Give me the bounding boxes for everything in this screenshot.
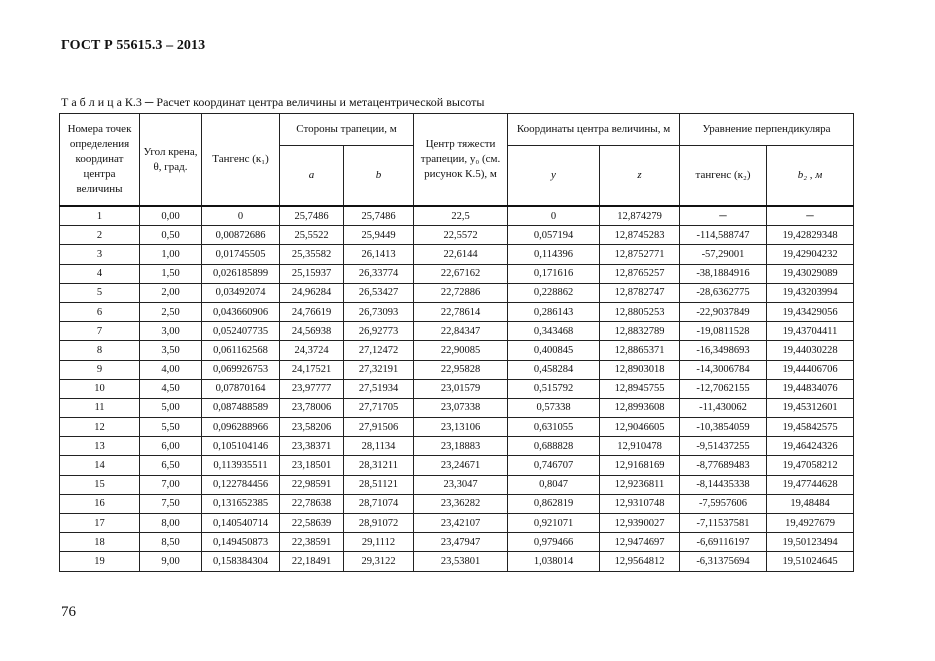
cell-coord-y: 1,038014 xyxy=(508,552,600,571)
cell-side-a: 22,18491 xyxy=(280,552,344,571)
cell-coord-z: 12,910478 xyxy=(600,437,680,456)
cell-heel-angle: 0,50 xyxy=(140,226,202,245)
cell-b2: 19,51024645 xyxy=(767,552,854,571)
cell-heel-angle: 7,50 xyxy=(140,494,202,513)
table-row xyxy=(60,552,854,571)
cell-coord-y: 0,114396 xyxy=(508,245,600,264)
cell-centroid-y0: 22,5 xyxy=(414,206,508,226)
cell-side-a: 23,97777 xyxy=(280,379,344,398)
cell-tangent-k1: 0,140540714 xyxy=(202,514,280,533)
cell-coord-z: 12,8832789 xyxy=(600,322,680,341)
cell-point-number: 12 xyxy=(60,418,140,437)
table-row xyxy=(60,302,854,321)
cell-centroid-y0: 23,01579 xyxy=(414,379,508,398)
cell-tangent-k1: 0,043660906 xyxy=(202,302,280,321)
cell-heel-angle: 4,50 xyxy=(140,379,202,398)
cell-tangent-k1: 0,07870164 xyxy=(202,379,280,398)
cell-coord-y: 0,746707 xyxy=(508,456,600,475)
cell-coord-y: 0,057194 xyxy=(508,226,600,245)
header-centroid: Центр тяжести трапеции, y₀ (см. рисунок К.5), м xyxy=(414,114,508,207)
cell-point-number: 18 xyxy=(60,533,140,552)
cell-point-number: 6 xyxy=(60,302,140,321)
cell-b2: 19,43029089 xyxy=(767,264,854,283)
cell-centroid-y0: 22,84347 xyxy=(414,322,508,341)
table-row xyxy=(60,398,854,417)
cell-coord-y: 0,400845 xyxy=(508,341,600,360)
cell-b2: 19,47744628 xyxy=(767,475,854,494)
cell-tangent-k2: -28,6362775 xyxy=(680,283,767,302)
cell-heel-angle: 6,50 xyxy=(140,456,202,475)
cell-side-a: 25,15937 xyxy=(280,264,344,283)
cell-point-number: 3 xyxy=(60,245,140,264)
cell-tangent-k2: -19,0811528 xyxy=(680,322,767,341)
cell-side-a: 25,35582 xyxy=(280,245,344,264)
cell-tangent-k1: 0,158384304 xyxy=(202,552,280,571)
cell-heel-angle: 4,00 xyxy=(140,360,202,379)
cell-tangent-k1: 0,061162568 xyxy=(202,341,280,360)
header-point-number: Номера точек определения координат центра величины xyxy=(60,114,140,207)
cell-side-b: 28,51121 xyxy=(344,475,414,494)
cell-coord-y: 0,688828 xyxy=(508,437,600,456)
cell-side-a: 23,58206 xyxy=(280,418,344,437)
cell-tangent-k2: -114,588747 xyxy=(680,226,767,245)
header-buoyancy-coords: Координаты центра величины, м xyxy=(508,114,680,146)
cell-side-b: 29,1112 xyxy=(344,533,414,552)
cell-side-a: 22,98591 xyxy=(280,475,344,494)
cell-side-b: 28,91072 xyxy=(344,514,414,533)
cell-side-b: 26,92773 xyxy=(344,322,414,341)
cell-coord-y: 0,343468 xyxy=(508,322,600,341)
cell-coord-z: 12,8745283 xyxy=(600,226,680,245)
cell-centroid-y0: 23,13106 xyxy=(414,418,508,437)
cell-heel-angle: 5,50 xyxy=(140,418,202,437)
cell-point-number: 10 xyxy=(60,379,140,398)
cell-point-number: 2 xyxy=(60,226,140,245)
cell-point-number: 9 xyxy=(60,360,140,379)
cell-side-a: 24,96284 xyxy=(280,283,344,302)
cell-coord-z: 12,8903018 xyxy=(600,360,680,379)
cell-centroid-y0: 23,47947 xyxy=(414,533,508,552)
cell-side-a: 25,5522 xyxy=(280,226,344,245)
cell-coord-z: 12,9168169 xyxy=(600,456,680,475)
cell-point-number: 5 xyxy=(60,283,140,302)
cell-coord-z: 12,8993608 xyxy=(600,398,680,417)
table-row xyxy=(60,494,854,513)
cell-coord-y: 0,921071 xyxy=(508,514,600,533)
cell-b2: 19,45842575 xyxy=(767,418,854,437)
table-row xyxy=(60,437,854,456)
cell-tangent-k1: 0,069926753 xyxy=(202,360,280,379)
table-row xyxy=(60,456,854,475)
table-body xyxy=(60,206,854,571)
cell-coord-z: 12,8945755 xyxy=(600,379,680,398)
cell-tangent-k1: 0,026185899 xyxy=(202,264,280,283)
cell-side-b: 27,91506 xyxy=(344,418,414,437)
cell-side-a: 24,17521 xyxy=(280,360,344,379)
cell-heel-angle: 2,00 xyxy=(140,283,202,302)
cell-coord-z: 12,9474697 xyxy=(600,533,680,552)
cell-centroid-y0: 23,53801 xyxy=(414,552,508,571)
cell-side-b: 29,3122 xyxy=(344,552,414,571)
cell-heel-angle: 9,00 xyxy=(140,552,202,571)
cell-coord-y: 0 xyxy=(508,206,600,226)
cell-side-a: 25,7486 xyxy=(280,206,344,226)
cell-centroid-y0: 22,78614 xyxy=(414,302,508,321)
cell-tangent-k2: -8,14435338 xyxy=(680,475,767,494)
calculation-table xyxy=(59,113,854,572)
cell-tangent-k1: 0,105104146 xyxy=(202,437,280,456)
cell-tangent-k2: -9,51437255 xyxy=(680,437,767,456)
cell-b2: 19,44030228 xyxy=(767,341,854,360)
table-row xyxy=(60,341,854,360)
cell-b2: 19,4927679 xyxy=(767,514,854,533)
cell-b2: 19,44834076 xyxy=(767,379,854,398)
cell-coord-z: 12,9390027 xyxy=(600,514,680,533)
cell-coord-y: 0,458284 xyxy=(508,360,600,379)
cell-b2: 19,43429056 xyxy=(767,302,854,321)
cell-heel-angle: 8,00 xyxy=(140,514,202,533)
cell-coord-z: 12,9046605 xyxy=(600,418,680,437)
cell-tangent-k1: 0,131652385 xyxy=(202,494,280,513)
cell-tangent-k2: -8,77689483 xyxy=(680,456,767,475)
cell-side-b: 27,32191 xyxy=(344,360,414,379)
cell-coord-z: 12,9310748 xyxy=(600,494,680,513)
cell-tangent-k2: -12,7062155 xyxy=(680,379,767,398)
cell-side-a: 24,76619 xyxy=(280,302,344,321)
cell-b2: ─ xyxy=(767,206,854,226)
table-row xyxy=(60,360,854,379)
cell-point-number: 4 xyxy=(60,264,140,283)
cell-tangent-k2: -16,3498693 xyxy=(680,341,767,360)
cell-centroid-y0: 23,24671 xyxy=(414,456,508,475)
cell-tangent-k1: 0,052407735 xyxy=(202,322,280,341)
cell-point-number: 11 xyxy=(60,398,140,417)
cell-b2: 19,43704411 xyxy=(767,322,854,341)
cell-side-b: 25,7486 xyxy=(344,206,414,226)
table-row xyxy=(60,322,854,341)
cell-side-a: 22,38591 xyxy=(280,533,344,552)
cell-side-b: 28,1134 xyxy=(344,437,414,456)
cell-side-a: 22,78638 xyxy=(280,494,344,513)
cell-centroid-y0: 23,42107 xyxy=(414,514,508,533)
cell-centroid-y0: 22,95828 xyxy=(414,360,508,379)
document-header: ГОСТ Р 55615.3 – 2013 xyxy=(61,38,206,53)
cell-centroid-y0: 22,72886 xyxy=(414,283,508,302)
cell-coord-y: 0,979466 xyxy=(508,533,600,552)
table-row xyxy=(60,533,854,552)
cell-side-b: 26,33774 xyxy=(344,264,414,283)
cell-coord-y: 0,862819 xyxy=(508,494,600,513)
cell-side-b: 28,71074 xyxy=(344,494,414,513)
header-coord-z: z xyxy=(600,146,680,207)
cell-point-number: 17 xyxy=(60,514,140,533)
cell-coord-y: 0,631055 xyxy=(508,418,600,437)
table-caption: Т а б л и ц а К.3 ─ Расчет координат центра величины и метацентрической высоты xyxy=(61,95,485,109)
cell-centroid-y0: 22,67162 xyxy=(414,264,508,283)
cell-point-number: 14 xyxy=(60,456,140,475)
header-tangent-k1: Тангенс (к₁) xyxy=(202,114,280,207)
cell-side-b: 27,12472 xyxy=(344,341,414,360)
cell-tangent-k2: -22,9037849 xyxy=(680,302,767,321)
table-row xyxy=(60,418,854,437)
cell-side-b: 25,9449 xyxy=(344,226,414,245)
cell-tangent-k1: 0,087488589 xyxy=(202,398,280,417)
table-row xyxy=(60,245,854,264)
cell-heel-angle: 5,00 xyxy=(140,398,202,417)
table-row xyxy=(60,379,854,398)
cell-tangent-k1: 0,113935511 xyxy=(202,456,280,475)
cell-heel-angle: 6,00 xyxy=(140,437,202,456)
cell-side-a: 23,18501 xyxy=(280,456,344,475)
cell-coord-z: 12,8752771 xyxy=(600,245,680,264)
cell-point-number: 7 xyxy=(60,322,140,341)
cell-side-a: 24,3724 xyxy=(280,341,344,360)
cell-b2: 19,42829348 xyxy=(767,226,854,245)
table-row xyxy=(60,475,854,494)
cell-coord-z: 12,8782747 xyxy=(600,283,680,302)
cell-centroid-y0: 23,3047 xyxy=(414,475,508,494)
cell-side-a: 24,56938 xyxy=(280,322,344,341)
cell-side-b: 27,71705 xyxy=(344,398,414,417)
cell-centroid-y0: 23,18883 xyxy=(414,437,508,456)
cell-coord-y: 0,8047 xyxy=(508,475,600,494)
cell-b2: 19,46424326 xyxy=(767,437,854,456)
header-side-b: b xyxy=(344,146,414,207)
cell-tangent-k2: ─ xyxy=(680,206,767,226)
page-number: 76 xyxy=(61,604,76,620)
cell-b2: 19,47058212 xyxy=(767,456,854,475)
cell-tangent-k1: 0,149450873 xyxy=(202,533,280,552)
cell-tangent-k1: 0,122784456 xyxy=(202,475,280,494)
cell-coord-y: 0,228862 xyxy=(508,283,600,302)
cell-point-number: 16 xyxy=(60,494,140,513)
cell-heel-angle: 0,00 xyxy=(140,206,202,226)
cell-side-a: 23,38371 xyxy=(280,437,344,456)
cell-tangent-k1: 0 xyxy=(202,206,280,226)
cell-side-a: 22,58639 xyxy=(280,514,344,533)
cell-coord-z: 12,8865371 xyxy=(600,341,680,360)
cell-centroid-y0: 23,36282 xyxy=(414,494,508,513)
cell-heel-angle: 1,50 xyxy=(140,264,202,283)
cell-heel-angle: 1,00 xyxy=(140,245,202,264)
cell-heel-angle: 3,00 xyxy=(140,322,202,341)
cell-point-number: 1 xyxy=(60,206,140,226)
cell-tangent-k2: -38,1884916 xyxy=(680,264,767,283)
cell-b2: 19,42904232 xyxy=(767,245,854,264)
cell-tangent-k2: -6,69116197 xyxy=(680,533,767,552)
cell-tangent-k2: -7,5957606 xyxy=(680,494,767,513)
table-row xyxy=(60,283,854,302)
header-tangent-k2: тангенс (к₂) xyxy=(680,146,767,207)
header-side-a: a xyxy=(280,146,344,207)
cell-coord-y: 0,515792 xyxy=(508,379,600,398)
header-b2: b₂ , м xyxy=(767,146,854,207)
cell-side-b: 26,53427 xyxy=(344,283,414,302)
cell-tangent-k2: -57,29001 xyxy=(680,245,767,264)
cell-coord-z: 12,874279 xyxy=(600,206,680,226)
header-coord-y: y xyxy=(508,146,600,207)
cell-tangent-k2: -6,31375694 xyxy=(680,552,767,571)
cell-coord-z: 12,9564812 xyxy=(600,552,680,571)
cell-b2: 19,45312601 xyxy=(767,398,854,417)
cell-b2: 19,43203994 xyxy=(767,283,854,302)
cell-tangent-k1: 0,00872686 xyxy=(202,226,280,245)
cell-tangent-k2: -14,3006784 xyxy=(680,360,767,379)
cell-b2: 19,44406706 xyxy=(767,360,854,379)
cell-tangent-k2: -7,11537581 xyxy=(680,514,767,533)
cell-side-b: 26,73093 xyxy=(344,302,414,321)
table-row xyxy=(60,226,854,245)
cell-b2: 19,50123494 xyxy=(767,533,854,552)
header-heel-angle: Угол крена, θ, град. xyxy=(140,114,202,207)
cell-side-b: 26,1413 xyxy=(344,245,414,264)
cell-centroid-y0: 22,5572 xyxy=(414,226,508,245)
table-row xyxy=(60,264,854,283)
cell-tangent-k2: -11,430062 xyxy=(680,398,767,417)
cell-side-b: 28,31211 xyxy=(344,456,414,475)
cell-point-number: 8 xyxy=(60,341,140,360)
cell-coord-y: 0,286143 xyxy=(508,302,600,321)
header-perpendicular-equation: Уравнение перпендикуляра xyxy=(680,114,854,146)
cell-heel-angle: 2,50 xyxy=(140,302,202,321)
cell-heel-angle: 8,50 xyxy=(140,533,202,552)
cell-coord-z: 12,8805253 xyxy=(600,302,680,321)
cell-heel-angle: 3,50 xyxy=(140,341,202,360)
cell-side-b: 27,51934 xyxy=(344,379,414,398)
cell-centroid-y0: 22,6144 xyxy=(414,245,508,264)
cell-tangent-k1: 0,03492074 xyxy=(202,283,280,302)
cell-point-number: 19 xyxy=(60,552,140,571)
cell-tangent-k1: 0,01745505 xyxy=(202,245,280,264)
cell-centroid-y0: 23,07338 xyxy=(414,398,508,417)
table-row xyxy=(60,206,854,226)
cell-coord-y: 0,171616 xyxy=(508,264,600,283)
cell-heel-angle: 7,00 xyxy=(140,475,202,494)
cell-centroid-y0: 22,90085 xyxy=(414,341,508,360)
cell-coord-z: 12,8765257 xyxy=(600,264,680,283)
cell-tangent-k1: 0,096288966 xyxy=(202,418,280,437)
table-row xyxy=(60,514,854,533)
cell-coord-y: 0,57338 xyxy=(508,398,600,417)
cell-b2: 19,48484 xyxy=(767,494,854,513)
cell-tangent-k2: -10,3854059 xyxy=(680,418,767,437)
header-trapezoid-sides: Стороны трапеции, м xyxy=(280,114,414,146)
cell-point-number: 15 xyxy=(60,475,140,494)
cell-coord-z: 12,9236811 xyxy=(600,475,680,494)
cell-side-a: 23,78006 xyxy=(280,398,344,417)
cell-point-number: 13 xyxy=(60,437,140,456)
